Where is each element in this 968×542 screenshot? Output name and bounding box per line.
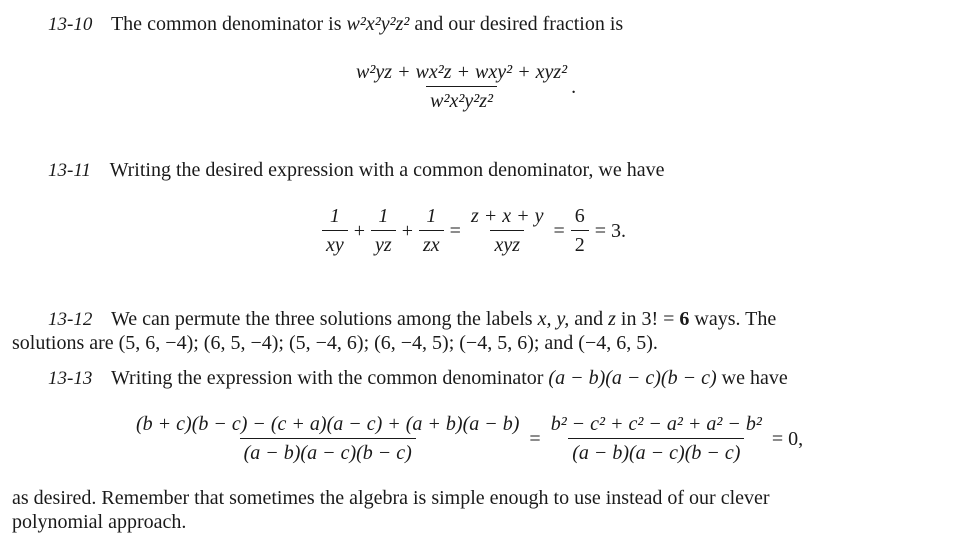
solutions-text: solutions are (5, 6, −4); (6, 5, −4); (5, −4, 6); (6, −4, 5); (−4, 5, 6); and (−4, 6, 5). [12, 332, 658, 354]
operator-result: = 3. [594, 219, 627, 242]
denominator: xyz [490, 230, 524, 257]
lead-text: Writing the desired expression with a common denominator, we have [109, 159, 665, 181]
numerator: 1 [426, 205, 437, 227]
problem-number: 13-11 [48, 160, 91, 181]
lead-text-after: we have [721, 367, 788, 389]
fraction [467, 204, 548, 257]
problem-13-13-lead [48, 366, 788, 391]
math-var: z [608, 308, 616, 330]
denominator: yz [371, 230, 396, 257]
problem-number: 13-13 [48, 368, 93, 389]
operator: = [553, 219, 565, 242]
denominator: w²x²y²z² [426, 86, 497, 113]
fraction [547, 412, 766, 465]
operator: = [449, 219, 461, 242]
denominator: (a − b)(a − c)(b − c) [240, 438, 416, 465]
denominator: xy [322, 230, 348, 257]
numerator: b² − c² + c² − a² + a² − b² [550, 413, 762, 435]
closing-text: polynomial approach. [12, 511, 187, 533]
operator: + [353, 219, 366, 242]
fraction [419, 204, 444, 257]
denominator: (a − b)(a − c)(b − c) [568, 438, 744, 465]
numerator: 1 [329, 205, 340, 227]
closing-text: as desired. Remember that sometimes the algebra is simple enough to use instead of our clever [12, 487, 770, 509]
operator-result: = 0, [771, 427, 804, 450]
denominator: 2 [571, 230, 589, 257]
text: We can permute the three solutions among the labels [110, 308, 533, 330]
text: in 3! = [620, 308, 675, 330]
math-vars: x, y, [537, 308, 570, 330]
answer-bold: 6 [679, 308, 690, 330]
numerator: 1 [378, 205, 389, 227]
fraction [571, 204, 589, 257]
lead-text: The common denominator is [110, 13, 342, 35]
lead-math: (a − b)(a − c)(b − c) [548, 367, 717, 389]
equation-13-10 [352, 60, 576, 113]
operator: + [401, 219, 413, 242]
problem-13-12-line1 [48, 307, 776, 332]
lead-math: w²x²y²z² [346, 13, 410, 35]
denominator: zx [419, 230, 444, 257]
closing-line2 [12, 510, 186, 534]
lead-text-after: and our desired fraction is [414, 13, 624, 35]
equation-13-13 [132, 412, 809, 465]
text: ways. The [694, 308, 777, 330]
operator: = [529, 427, 541, 450]
problem-number: 13-10 [48, 14, 93, 35]
equation-13-11 [322, 204, 632, 257]
fraction [371, 204, 396, 257]
fraction [322, 204, 348, 257]
problem-13-11-lead [48, 158, 664, 183]
problem-number: 13-12 [48, 309, 93, 330]
fraction [132, 412, 523, 465]
numerator: w²yz + wx²z + wxy² + xyz² [356, 61, 568, 83]
numerator: 6 [574, 205, 585, 227]
lead-text: Writing the expression with the common denominator [110, 367, 544, 389]
fraction [352, 60, 571, 113]
closing-line1 [12, 486, 770, 510]
trailing-period: . [571, 75, 577, 98]
problem-13-12-line2 [12, 331, 658, 355]
numerator: z + x + y [470, 205, 544, 227]
text: and [574, 308, 604, 330]
problem-13-10-lead [48, 12, 623, 37]
numerator: (b + c)(b − c) − (c + a)(a − c) + (a + b)(a − b) [136, 413, 520, 435]
